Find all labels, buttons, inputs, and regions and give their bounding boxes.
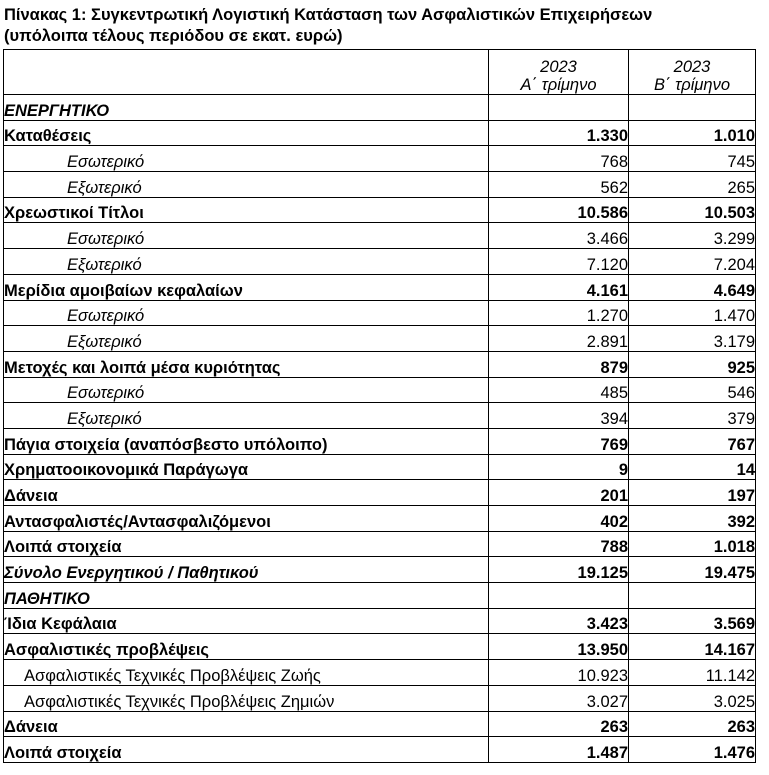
row-label: Δάνεια (4, 711, 489, 737)
table-row (4, 172, 756, 198)
value-q2: 745 (629, 146, 756, 172)
value-q2: 263 (629, 711, 756, 737)
table-row (4, 351, 756, 377)
value-q1: 3.466 (489, 223, 629, 249)
value-q2: 265 (629, 172, 756, 198)
balance-sheet-table (3, 49, 756, 763)
table-row (4, 737, 756, 763)
value-q1: 788 (489, 531, 629, 557)
value-q1: 263 (489, 711, 629, 737)
value-q1: 1.270 (489, 300, 629, 326)
value-q2: 3.569 (629, 608, 756, 634)
row-label: Εξωτερικό (4, 172, 489, 198)
table-row (4, 274, 756, 300)
value-q2 (629, 583, 756, 609)
header-year-q1: 2023 (540, 58, 577, 76)
document-title-line-1: Πίνακας 1: Συγκεντρωτική Λογιστική Κατάσταση των Ασφαλιστικών Επιχειρήσεων (4, 6, 653, 24)
section-header-row (4, 583, 756, 609)
header-quarter-q1: Α΄ τρίμηνο (520, 76, 597, 94)
row-label: Χρηματοοικονομικά Παράγωγα (4, 454, 489, 480)
table-row (4, 146, 756, 172)
row-label: Εξωτερικό (4, 326, 489, 352)
value-q2: 11.142 (629, 660, 756, 686)
row-label: Δάνεια (4, 480, 489, 506)
value-q2: 3.025 (629, 685, 756, 711)
table-row (4, 197, 756, 223)
table-row (4, 120, 756, 146)
balance-sheet-table-body (4, 50, 756, 763)
table-header-row (4, 50, 756, 95)
table-row (4, 506, 756, 532)
document-title-line-2: (υπόλοιπα τέλους περιόδου σε εκατ. ευρώ) (4, 27, 343, 45)
row-label: Εξωτερικό (4, 403, 489, 429)
header-year-q2: 2023 (673, 58, 711, 76)
table-row (4, 660, 756, 686)
table-row (4, 403, 756, 429)
value-q1: 485 (489, 377, 629, 403)
row-label: Λοιπά στοιχεία (4, 531, 489, 557)
value-q1: 402 (489, 506, 629, 532)
value-q2: 14 (629, 454, 756, 480)
row-label: Ασφαλιστικές Τεχνικές Προβλέψεις Ζωής (4, 660, 489, 686)
table-row (4, 634, 756, 660)
value-q1: 879 (489, 351, 629, 377)
value-q2: 3.179 (629, 326, 756, 352)
table-row (4, 608, 756, 634)
value-q2: 1.018 (629, 531, 756, 557)
row-label: Λοιπά στοιχεία (4, 737, 489, 763)
header-period-q2 (629, 50, 756, 95)
value-q1: 201 (489, 480, 629, 506)
value-q2: 19.475 (629, 557, 756, 583)
row-label: Χρεωστικοί Τίτλοι (4, 197, 489, 223)
table-row (4, 326, 756, 352)
table-row (4, 711, 756, 737)
row-label: Εσωτερικό (4, 300, 489, 326)
row-label: Εσωτερικό (4, 377, 489, 403)
value-q1: 3.027 (489, 685, 629, 711)
value-q1: 3.423 (489, 608, 629, 634)
row-label: Εξωτερικό (4, 249, 489, 275)
header-period-q1 (489, 50, 629, 95)
table-row (4, 300, 756, 326)
value-q2: 197 (629, 480, 756, 506)
table-row (4, 557, 756, 583)
value-q1: 562 (489, 172, 629, 198)
value-q1 (489, 95, 629, 121)
value-q2: 3.299 (629, 223, 756, 249)
value-q1: 1.330 (489, 120, 629, 146)
row-label: Μερίδια αμοιβαίων κεφαλαίων (4, 274, 489, 300)
table-row (4, 454, 756, 480)
table-row (4, 480, 756, 506)
header-label-cell (4, 50, 489, 95)
value-q2: 1.476 (629, 737, 756, 763)
document-title (4, 5, 766, 47)
value-q1: 769 (489, 428, 629, 454)
value-q1: 10.923 (489, 660, 629, 686)
row-label: ΠΑΘΗΤΙΚΟ (4, 583, 489, 609)
value-q2: 546 (629, 377, 756, 403)
row-label: Καταθέσεις (4, 120, 489, 146)
value-q1: 9 (489, 454, 629, 480)
value-q1 (489, 583, 629, 609)
value-q2: 925 (629, 351, 756, 377)
table-row (4, 377, 756, 403)
value-q1: 4.161 (489, 274, 629, 300)
row-label: Εσωτερικό (4, 223, 489, 249)
table-row (4, 249, 756, 275)
row-label: ΕΝΕΡΓΗΤΙΚΟ (4, 95, 489, 121)
row-label: Σύνολο Ενεργητικού / Παθητικού (4, 557, 489, 583)
value-q2: 1.010 (629, 120, 756, 146)
value-q1: 13.950 (489, 634, 629, 660)
value-q2: 14.167 (629, 634, 756, 660)
table-row (4, 531, 756, 557)
row-label: Εσωτερικό (4, 146, 489, 172)
value-q1: 1.487 (489, 737, 629, 763)
value-q1: 768 (489, 146, 629, 172)
value-q1: 19.125 (489, 557, 629, 583)
row-label: Αντασφαλιστές/Αντασφαλιζόμενοι (4, 506, 489, 532)
section-header-row (4, 95, 756, 121)
value-q1: 2.891 (489, 326, 629, 352)
value-q1: 394 (489, 403, 629, 429)
value-q2: 1.470 (629, 300, 756, 326)
value-q2: 10.503 (629, 197, 756, 223)
value-q2: 379 (629, 403, 756, 429)
table-row (4, 685, 756, 711)
table-row (4, 223, 756, 249)
row-label: Ασφαλιστικές Τεχνικές Προβλέψεις Ζημιών (4, 685, 489, 711)
table-row (4, 428, 756, 454)
value-q2: 4.649 (629, 274, 756, 300)
value-q1: 10.586 (489, 197, 629, 223)
row-label: Ίδια Κεφάλαια (4, 608, 489, 634)
value-q2: 767 (629, 428, 756, 454)
row-label: Μετοχές και λοιπά μέσα κυριότητας (4, 351, 489, 377)
value-q2: 7.204 (629, 249, 756, 275)
header-quarter-q2: Β΄ τρίμηνο (654, 76, 730, 94)
value-q2 (629, 95, 756, 121)
value-q2: 392 (629, 506, 756, 532)
value-q1: 7.120 (489, 249, 629, 275)
row-label: Ασφαλιστικές προβλέψεις (4, 634, 489, 660)
row-label: Πάγια στοιχεία (αναπόσβεστο υπόλοιπο) (4, 428, 489, 454)
